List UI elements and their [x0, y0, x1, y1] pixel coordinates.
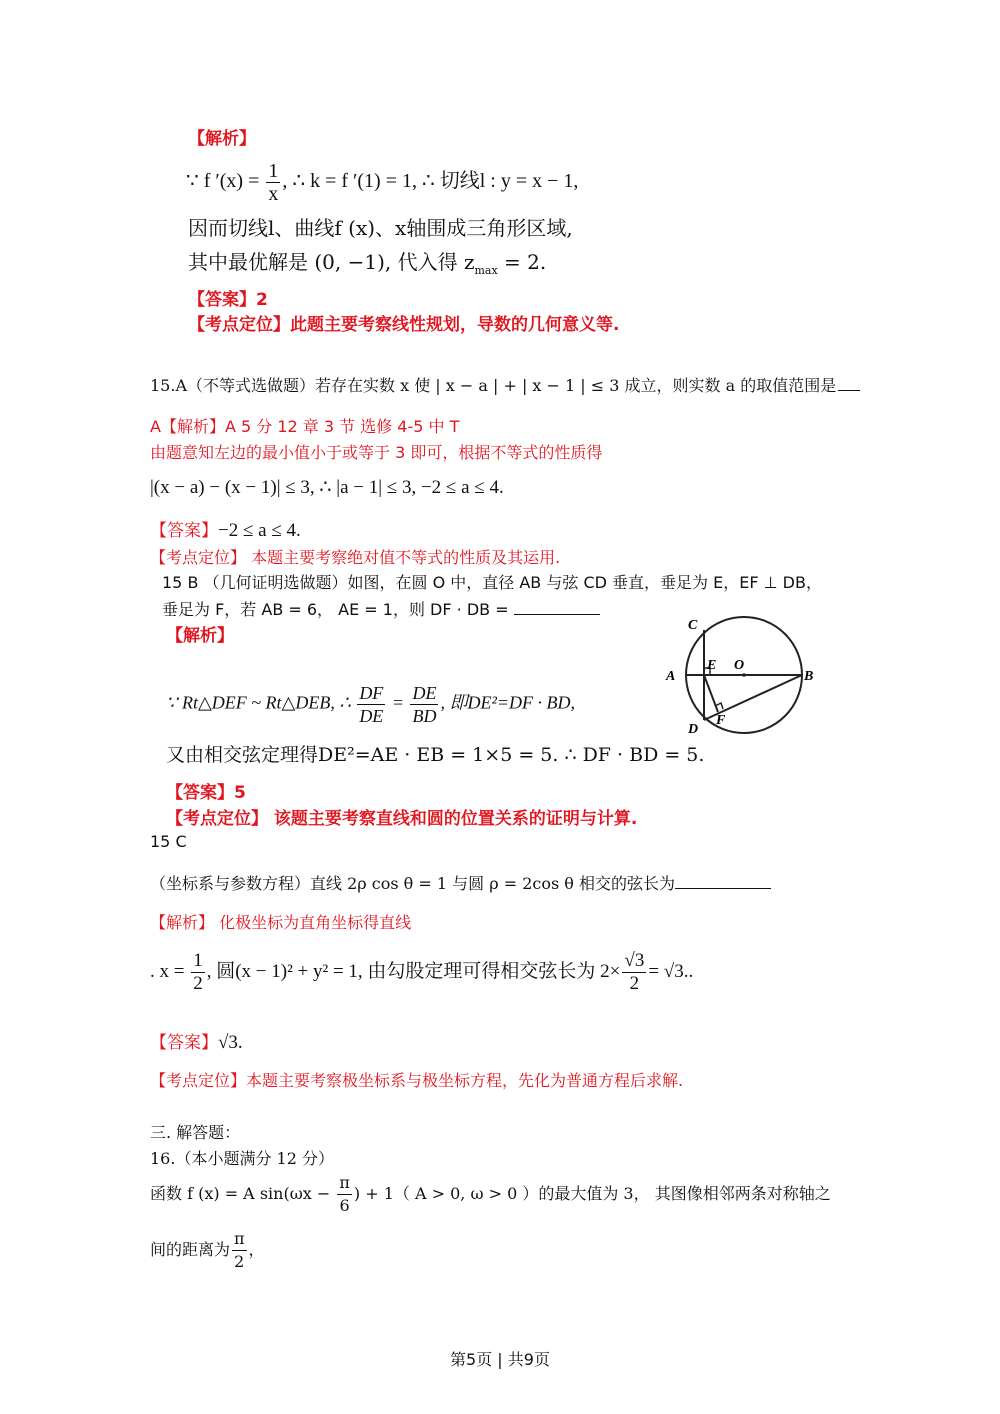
line3-pre: 其中最优解是 (0, −1), 代入得 z — [188, 250, 475, 274]
fraction-pi-2 — [232, 1228, 247, 1273]
page-footer: 第5页 | 共9页 — [450, 1350, 550, 1369]
fraction-pi-6 — [337, 1172, 352, 1217]
frac-den: 2 — [629, 973, 640, 994]
line3-sub: max — [474, 264, 498, 277]
label-b: B — [804, 669, 814, 684]
q15b-line-1: 15 B （几何证明选做题）如图，在圆 O 中，直径 AB 与弦 CD 垂直，垂足为 E，EF ⊥ DB， — [162, 573, 822, 592]
q15c-m-mid: , 圆(x − 1)² + y² = 1, 由勾股定理可得相交弦长为 2× — [206, 960, 621, 982]
q15c-explanation: 【解析】 化极坐标为直角坐标得直线 — [150, 913, 412, 932]
q15a-answer-label: 【答案】 — [150, 521, 218, 541]
q15c-m-post: = √3.. — [648, 960, 694, 982]
q16-l2-pre: 间的距离为 — [150, 1240, 231, 1259]
q15b-kaodian: 【考点定位】 该题主要考察直线和圆的位置关系的证明与计算. — [166, 809, 638, 829]
label-e: E — [707, 658, 717, 673]
jiexi-label-1: 【解析】 — [188, 129, 256, 149]
q15c-answer — [150, 1028, 243, 1054]
q15c-answer-label: 【答案】 — [150, 1033, 218, 1053]
label-a: A — [666, 669, 676, 684]
q15c-title: 15 C — [150, 832, 187, 851]
q15a-question — [150, 372, 860, 396]
q15b-math-2: 又由相交弦定理得DE²=AE · EB = 1×5 = 5. ∴ DF · BD = 5. — [166, 744, 705, 766]
q15a-text: 15.A（不等式选做题）若存在实数 x 使 | x − a | + | x − 1 | ≤ 3 成立，则实数 a 的取值范围是 — [150, 376, 837, 395]
q15a-math: |(x − a) − (x − 1)| ≤ 3, ∴ |a − 1| ≤ 3, −2 ≤ a ≤ 4. — [150, 477, 504, 498]
fraction-df-de — [357, 682, 385, 727]
circle-figure — [660, 612, 820, 742]
fraction-1-2 — [191, 950, 205, 995]
q15a-explanation: 由题意知左边的最小值小于或等于 3 即可，根据不等式的性质得 — [150, 443, 603, 462]
frac-den: 2 — [193, 973, 203, 994]
frac-num: π — [232, 1228, 247, 1251]
label-o: O — [734, 658, 745, 673]
frac-den: 2 — [234, 1252, 245, 1271]
line1-pre: ∵ f ′(x) = — [186, 170, 265, 193]
q16-title: 16.（本小题满分 12 分） — [150, 1149, 334, 1168]
solution-line-1 — [186, 160, 578, 205]
q15b-answer: 【答案】5 — [166, 783, 246, 803]
q15b-blank — [514, 596, 600, 615]
q15b-m1-post: , 即DE²=DF · BD, — [440, 692, 575, 713]
segment-ef — [704, 675, 718, 712]
fraction-sqrt3-2 — [622, 950, 646, 995]
label-d: D — [688, 722, 699, 737]
jiexi-label-2: 【解析】 — [166, 626, 234, 646]
fraction-1-over-x — [266, 160, 280, 205]
q15c-kaodian: 【考点定位】本题主要考察极坐标系与极坐标方程，先化为普通方程后求解. — [150, 1071, 684, 1090]
label-c: C — [688, 618, 698, 633]
q15b-eq: = — [387, 692, 409, 713]
q16-line-1 — [150, 1172, 831, 1217]
line1-post: , ∴ k = f ′(1) = 1, ∴ 切线l : y = x − 1, — [282, 170, 579, 193]
q16-l1-post: ) + 1（ A > 0, ω > 0 ）的最大值为 3， 其图像相邻两条对称轴之 — [353, 1184, 831, 1203]
frac-num: π — [337, 1172, 352, 1195]
q15c-question — [150, 870, 771, 894]
q15b-line-2 — [162, 596, 600, 620]
frac-den: 6 — [339, 1196, 350, 1215]
q15a-blank — [838, 372, 860, 391]
q15c-blank — [675, 870, 771, 889]
label-f: F — [716, 713, 726, 728]
q15c-math — [150, 950, 693, 995]
q15a-meta: A【解析】A 5 分 12 章 3 节 选修 4-5 中 T — [150, 417, 460, 436]
line3-post: = 2. — [497, 250, 547, 274]
kaodian-1: 【考点定位】此题主要考察线性规划，导数的几何意义等. — [188, 315, 620, 335]
frac-num: DE — [412, 683, 437, 703]
q16-l2-post: ， — [248, 1240, 265, 1259]
solution-line-3 — [188, 246, 546, 277]
q15a-answer-value: −2 ≤ a ≤ 4. — [218, 520, 301, 541]
q16-l1-pre: 函数 f (x) = A sin(ωx − — [150, 1184, 336, 1203]
q15a-kaodian: 【考点定位】 本题主要考察绝对值不等式的性质及其运用. — [150, 548, 561, 567]
center-dot — [742, 673, 746, 677]
q15c-m-pre: . x = — [150, 960, 190, 982]
q15c-text: （坐标系与参数方程）直线 2ρ cos θ = 1 与圆 ρ = 2cos θ 相交的弦长为 — [150, 874, 675, 893]
frac-den: BD — [412, 706, 437, 726]
section-3-heading: 三. 解答题： — [150, 1123, 241, 1142]
q15c-answer-value: √3. — [218, 1032, 243, 1053]
q15b-line-2-text: 垂足为 F，若 AB = 6， AE = 1，则 DF · DB = — [162, 600, 514, 619]
q15a-answer — [150, 516, 301, 542]
fraction-de-bd — [410, 682, 438, 727]
answer-1: 【答案】2 — [188, 290, 268, 310]
q15b-math-1 — [166, 682, 575, 727]
solution-line-2: 因而切线l、曲线f (x)、x轴围成三角形区域, — [188, 216, 573, 240]
q15b-m1-pre: ∵ Rt△DEF ~ Rt△DEB, ∴ — [166, 692, 356, 713]
frac-den: x — [268, 183, 279, 205]
frac-num: DF — [359, 683, 384, 703]
frac-num: 1 — [193, 950, 203, 971]
q16-line-2 — [150, 1228, 265, 1273]
frac-den: DE — [359, 706, 384, 726]
frac-num: √3 — [624, 950, 645, 971]
frac-num: 1 — [268, 160, 279, 182]
